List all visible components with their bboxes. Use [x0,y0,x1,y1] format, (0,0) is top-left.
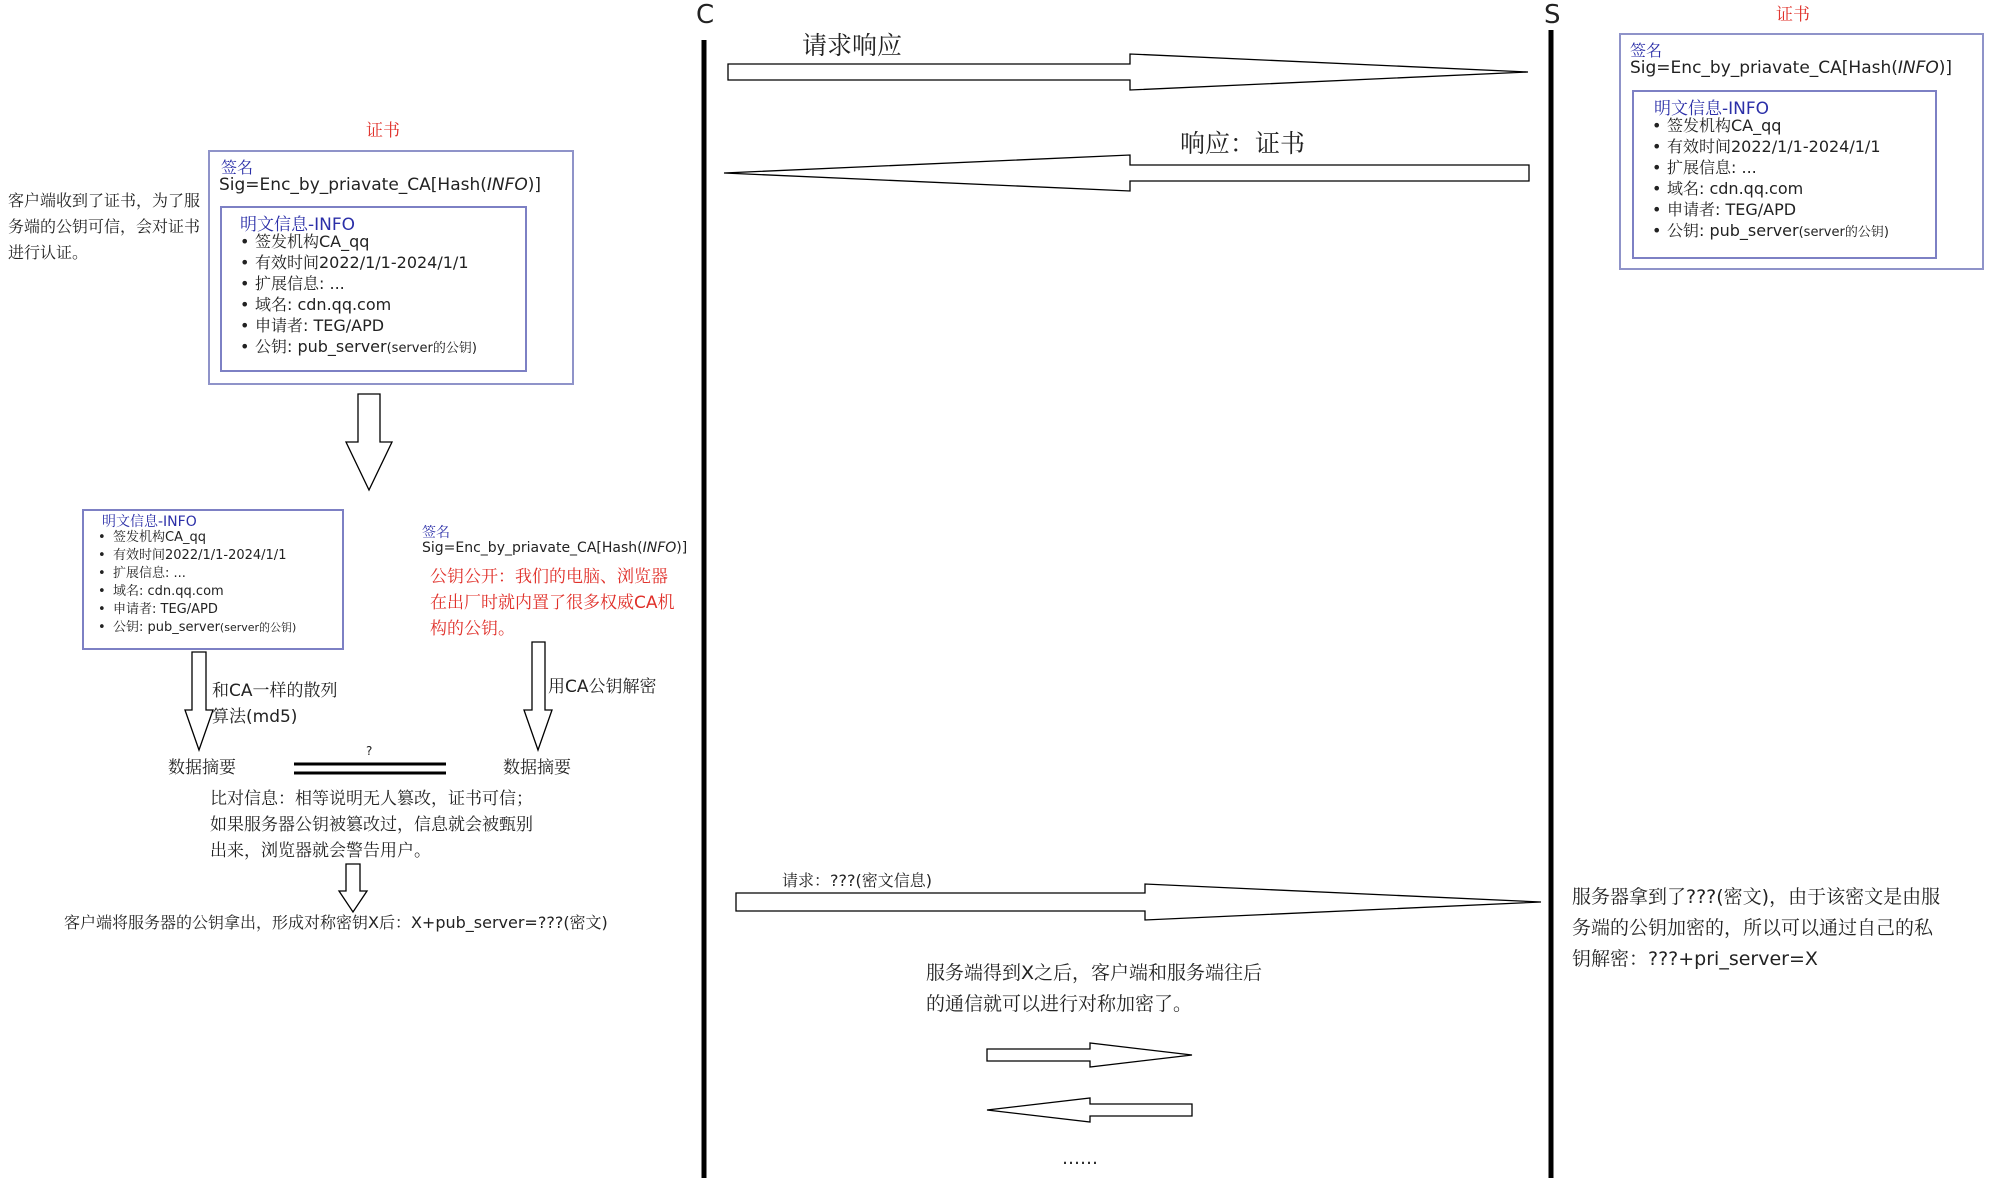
arrow-symmetric-right [987,1043,1192,1067]
client-receives-note: 客户端收到了证书，为了服务端的公钥可信，会对证书进行认证。 [8,191,201,262]
public-key-note: 公钥公开：我们的电脑、浏览器在出厂时就内置了很多权威CA机构的公钥。 [430,567,675,639]
left-cert-info-title: 明文信息-INFO [240,215,356,235]
list-item: • 签发机构CA_qq [240,231,477,252]
list-item: • 域名: cdn.qq.com [98,583,296,601]
list-item: • 有效时间2022/1/1-2024/1/1 [98,547,296,565]
digest-left: 数据摘要 [168,758,236,778]
arrow-down-small [339,864,367,912]
label-request-cipher: 请求：???(密文信息) [782,871,932,890]
arrow-symmetric-left [987,1098,1192,1122]
left-cert-info-list [240,231,477,359]
list-item: • 公钥: pub_server(server的公钥) [240,336,477,359]
list-item: • 域名: cdn.qq.com [1652,178,1889,199]
list-item: • 有效时间2022/1/1-2024/1/1 [1652,136,1889,157]
list-item: • 申请者: TEG/APD [98,601,296,619]
right-cert-title: 证书 [1776,5,1810,25]
arrow-down-main [346,394,392,490]
client-generates-note: 客户端将服务器的公钥拿出，形成对称密钥X后：X+pub_server=???(密文) [64,913,608,932]
label-request-response: 请求响应 [802,31,903,60]
list-item: • 签发机构CA_qq [1652,115,1889,136]
digest-right: 数据摘要 [503,758,571,778]
left-cert-sig-label: 签名 [221,158,254,177]
hash-algo-label: 和CA一样的散列算法(md5) [212,681,338,727]
list-item: • 签发机构CA_qq [98,529,296,547]
list-item: • 公钥: pub_server(server的公钥) [1652,220,1889,243]
server-label: S [1544,0,1561,30]
right-certificate [1619,33,1984,270]
list-item: • 域名: cdn.qq.com [240,294,477,315]
split-sig-formula: Sig=Enc_by_priavate_CA[Hash(INFO)] [422,540,688,556]
client-label: C [696,0,715,30]
label-response-cert: 响应：证书 [1180,129,1306,158]
list-item: • 扩展信息: ... [98,565,296,583]
split-sig-label: 签名 [422,525,450,541]
arrow-down-hash [185,652,213,750]
list-item: • 扩展信息: ... [1652,157,1889,178]
list-item: • 有效时间2022/1/1-2024/1/1 [240,252,477,273]
split-info-list [98,529,296,637]
symmetric-note: 服务端得到X之后，客户端和服务端往后的通信就可以进行对称加密了。 [926,962,1263,1015]
left-cert-sig-formula: Sig=Enc_by_priavate_CA[Hash(INFO)] [219,175,542,195]
list-item: • 公钥: pub_server(server的公钥) [98,619,296,637]
list-item: • 申请者: TEG/APD [1652,199,1889,220]
compare-question-mark: ? [366,744,373,758]
left-cert-info-box [220,206,527,372]
list-item: • 申请者: TEG/APD [240,315,477,336]
decrypt-label: 用CA公钥解密 [548,677,657,697]
split-info-title: 明文信息-INFO [102,514,197,530]
right-cert-info-box [1632,90,1937,259]
compare-note: 比对信息：相等说明无人篡改，证书可信；如果服务器公钥被篡改过，信息就会被甄别出来，浏览器就会警告用户。 [210,789,533,861]
label-dots: …… [1062,1148,1098,1169]
split-info-box [82,509,344,650]
left-certificate [208,150,574,385]
right-cert-info-list [1652,115,1889,243]
left-cert-title: 证书 [366,121,400,141]
server-decrypt-note: 服务器拿到了???(密文)，由于该密文是由服务端的公钥加密的，所以可以通过自己的私钥解密：???+pri_server=X [1572,886,1941,970]
list-item: • 扩展信息: ... [240,273,477,294]
right-cert-info-title: 明文信息-INFO [1654,99,1770,119]
arrow-response-cert [724,155,1529,191]
right-cert-sig-label: 签名 [1630,41,1663,60]
right-cert-sig-formula: Sig=Enc_by_priavate_CA[Hash(INFO)] [1630,58,1953,78]
